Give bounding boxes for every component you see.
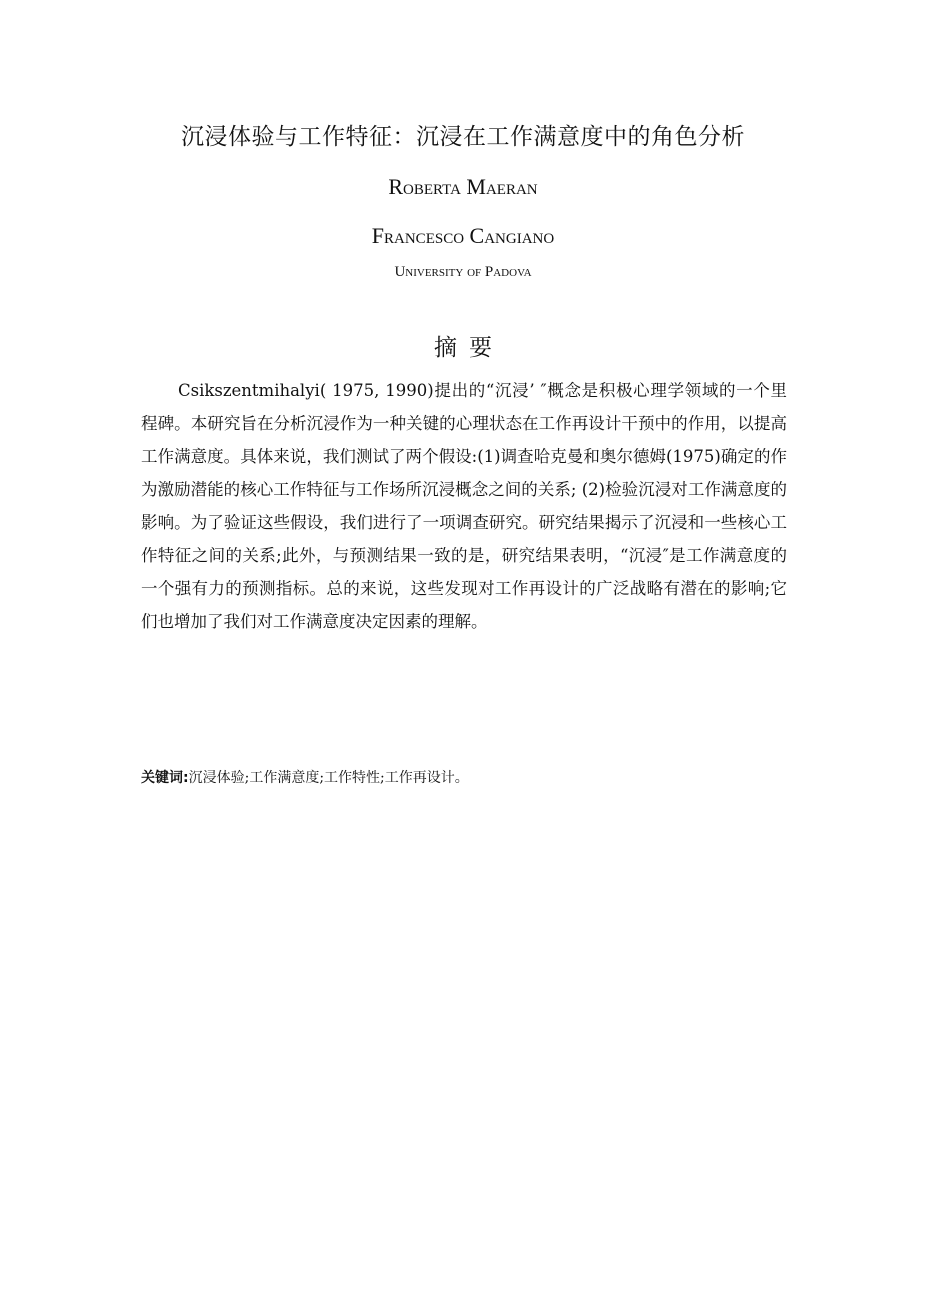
abstract-body: Csikszentmihalyi( 1975, 1990)提出的“沉浸’ ″概念是积极心理学领域的一个里程碑。本研究旨在分析沉浸作为一种关键的心理状态在工作再设计干预中的作用，以提高工作满意度。具体来说，我们测试了两个假设:(1)调查哈克曼和奥尔德姆(1975)确定的作为激励潜能的核心工作特征与工作场所沉浸概念之间的关系; (2)检验沉浸对工作满意度的影响。为了验证这些假设，我们进行了一项调查研究。研究结果揭示了沉浸和一些核心工作特征之间的关系;此外，与预测结果一致的是，研究结果表明，“沉浸″是工作满意度的一个强有力的预测指标。总的来说，这些发现对工作再设计的广泛战略有潜在的影响;它们也增加了我们对工作满意度决定因素的理解。 xyxy=(141,381,787,631)
paper-title: 沉浸体验与工作特征：沉浸在工作满意度中的角色分析 xyxy=(181,124,745,150)
keywords-line xyxy=(141,766,787,790)
author-name: Roberta Maeran xyxy=(388,174,538,199)
keywords-text: 沉浸体验;工作满意度;工作特性;工作再设计。 xyxy=(188,770,469,786)
keywords-label: 关键词: xyxy=(141,770,189,786)
abstract-heading: 摘要 xyxy=(434,335,504,361)
author-name: Francesco Cangiano xyxy=(371,223,555,248)
author-affiliation: University of Padova xyxy=(394,264,532,280)
